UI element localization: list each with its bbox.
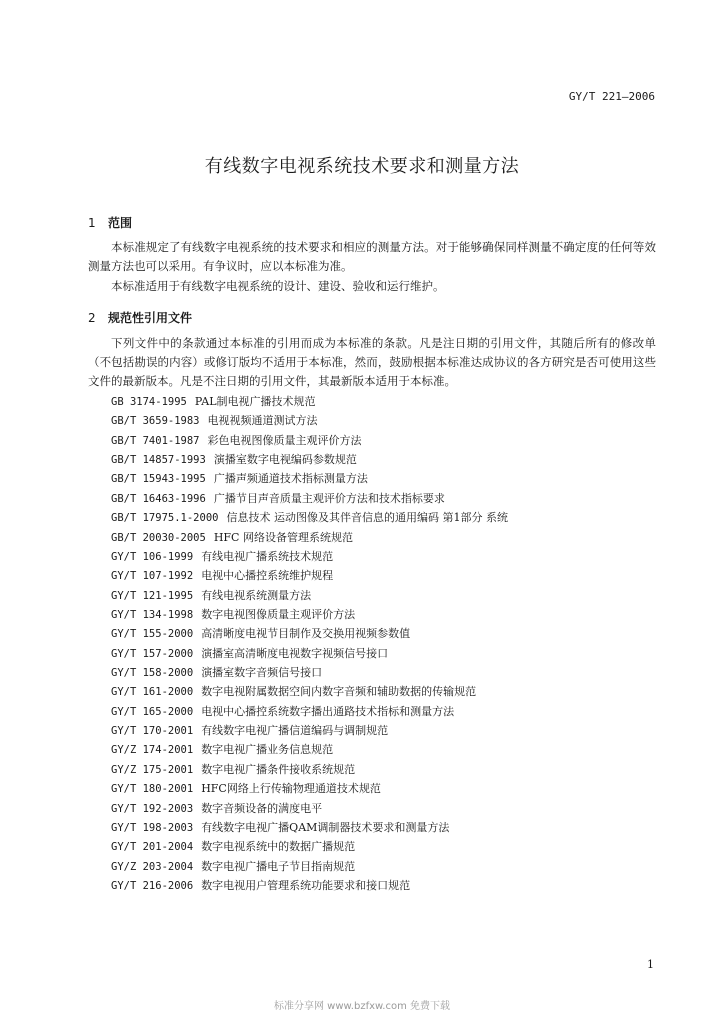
reference-code: GY/T 216-2006	[111, 879, 194, 892]
section-2-title: 规范性引用文件	[108, 311, 193, 325]
section-2-heading	[88, 309, 192, 326]
reference-item	[111, 702, 508, 721]
reference-title: 信息技术 运动图像及其伴音信息的通用编码 第1部分 系统	[226, 511, 508, 525]
reference-title: 有线数字电视广播信道编码与调制规范	[201, 724, 389, 738]
reference-item	[111, 586, 508, 605]
section-1-number: 1	[88, 216, 96, 230]
reference-item	[111, 605, 508, 624]
reference-title: HFC网络上行传输物理通道技术规范	[201, 782, 381, 796]
reference-code: GB/T 7401-1987	[111, 434, 200, 447]
reference-item	[111, 450, 508, 469]
reference-code: GY/T 198-2003	[111, 821, 194, 834]
reference-title: 演播室数字音频信号接口	[201, 666, 323, 680]
reference-item	[111, 469, 508, 488]
reference-title: 电视视频通道测试方法	[207, 414, 318, 428]
reference-code: GY/T 192-2003	[111, 802, 194, 815]
reference-code: GY/Z 203-2004	[111, 860, 194, 873]
reference-list	[111, 392, 508, 895]
reference-title: 电视中心播控系统维护规程	[201, 569, 334, 583]
reference-code: GY/T 157-2000	[111, 647, 194, 660]
reference-item	[111, 663, 508, 682]
reference-code: GY/T 121-1995	[111, 589, 194, 602]
reference-title: 有线电视系统测量方法	[201, 588, 312, 602]
section-1-title: 范围	[108, 216, 133, 230]
reference-title: 数字电视系统中的数据广播规范	[201, 840, 356, 854]
reference-title: PAL制电视广播技术规范	[194, 395, 316, 408]
section-1-paragraph-2: 本标准适用于有线数字电视系统的设计、建设、验收和运行维护。	[111, 279, 445, 293]
reference-item	[111, 721, 508, 740]
reference-code: GB/T 3659-1983	[111, 415, 200, 428]
section-2-paragraph: 下列文件中的条款通过本标准的引用而成为本标准的条款。凡是注日期的引用文件，其随后所有的修改单（不包括勘误的内容）或修订版均不适用于本标准，然而，鼓励根据本标准达成协议的各方研究是否可使用这些文件的最新版本。凡是不注日期的引用文件，其最新版本适用于本标准。	[88, 336, 656, 388]
reference-item	[111, 799, 508, 818]
standard-code: GY/T 221—2006	[568, 90, 655, 103]
reference-item	[111, 682, 508, 701]
reference-code: GY/T 134-1998	[111, 608, 194, 621]
reference-item	[111, 876, 508, 895]
reference-code: GY/T 165-2000	[111, 705, 194, 718]
footer-watermark: 标准分享网 www.bzfxw.com 免费下载	[274, 1001, 450, 1012]
reference-code: GB 3174-1995	[111, 396, 187, 408]
reference-title: 数字电视广播业务信息规范	[201, 743, 334, 757]
reference-item	[111, 740, 508, 759]
reference-item	[111, 837, 508, 856]
reference-item	[111, 779, 508, 798]
reference-title: 有线电视广播系统技术规范	[201, 549, 334, 563]
reference-title: 数字电视用户管理系统功能要求和接口规范	[201, 878, 411, 892]
reference-item	[111, 528, 508, 547]
reference-title: 彩色电视图像质量主观评价方法	[207, 433, 362, 447]
reference-title: 演播室高清晰度电视数字视频信号接口	[201, 646, 389, 660]
reference-title: 有线数字电视广播QAM调制器技术要求和测量方法	[201, 820, 450, 834]
reference-item	[111, 508, 508, 527]
reference-code: GY/T 155-2000	[111, 628, 194, 641]
reference-title: 数字音频设备的满度电平	[201, 801, 323, 815]
reference-code: GB/T 17975.1-2000	[111, 512, 219, 525]
reference-code: GB/T 16463-1996	[111, 492, 206, 505]
reference-item	[111, 392, 508, 411]
reference-item	[111, 760, 508, 779]
reference-code: GY/T 158-2000	[111, 667, 194, 680]
reference-item	[111, 431, 508, 450]
reference-item	[111, 411, 508, 430]
reference-title: 数字电视广播条件接收系统规范	[201, 762, 356, 776]
reference-title: HFC 网络设备管理系统规范	[213, 530, 353, 544]
reference-item	[111, 818, 508, 837]
reference-title: 演播室数字电视编码参数规范	[213, 453, 357, 467]
reference-title: 电视中心播控系统数字播出通路技术指标和测量方法	[201, 704, 455, 718]
reference-title: 高清晰度电视节目制作及交换用视频参数值	[201, 627, 411, 641]
reference-code: GY/T 170-2001	[111, 725, 194, 738]
reference-title: 数字电视附属数据空间内数字音频和辅助数据的传输规范	[201, 685, 477, 699]
reference-item	[111, 624, 508, 643]
reference-title: 数字电视图像质量主观评价方法	[201, 607, 356, 621]
page-number: 1	[647, 958, 654, 971]
document-title: 有线数字电视系统技术要求和测量方法	[204, 156, 520, 177]
section-2-number: 2	[88, 311, 96, 325]
reference-code: GB/T 15943-1995	[111, 473, 206, 486]
reference-title: 广播节目声音质量主观评价方法和技术指标要求	[213, 491, 445, 505]
reference-item	[111, 857, 508, 876]
section-1-paragraph-1: 本标准规定了有线数字电视系统的技术要求和相应的测量方法。对于能够确保同样测量不确定度的任何等效测量方法也可以采用。有争议时，应以本标准为准。	[88, 240, 656, 273]
reference-title: 数字电视广播电子节目指南规范	[201, 859, 356, 873]
reference-item	[111, 644, 508, 663]
reference-title: 广播声频通道技术指标测量方法	[213, 472, 368, 486]
section-1-heading	[88, 214, 132, 231]
reference-code: GY/T 107-1992	[111, 570, 194, 583]
reference-code: GY/T 106-1999	[111, 550, 194, 563]
reference-item	[111, 547, 508, 566]
reference-item	[111, 489, 508, 508]
reference-code: GB/T 20030-2005	[111, 531, 206, 544]
reference-code: GY/Z 174-2001	[111, 744, 194, 757]
reference-code: GY/T 180-2001	[111, 783, 194, 796]
reference-code: GY/Z 175-2001	[111, 763, 194, 776]
reference-code: GY/T 161-2000	[111, 686, 194, 699]
reference-code: GY/T 201-2004	[111, 841, 194, 854]
reference-code: GB/T 14857-1993	[111, 454, 206, 467]
reference-item	[111, 566, 508, 585]
